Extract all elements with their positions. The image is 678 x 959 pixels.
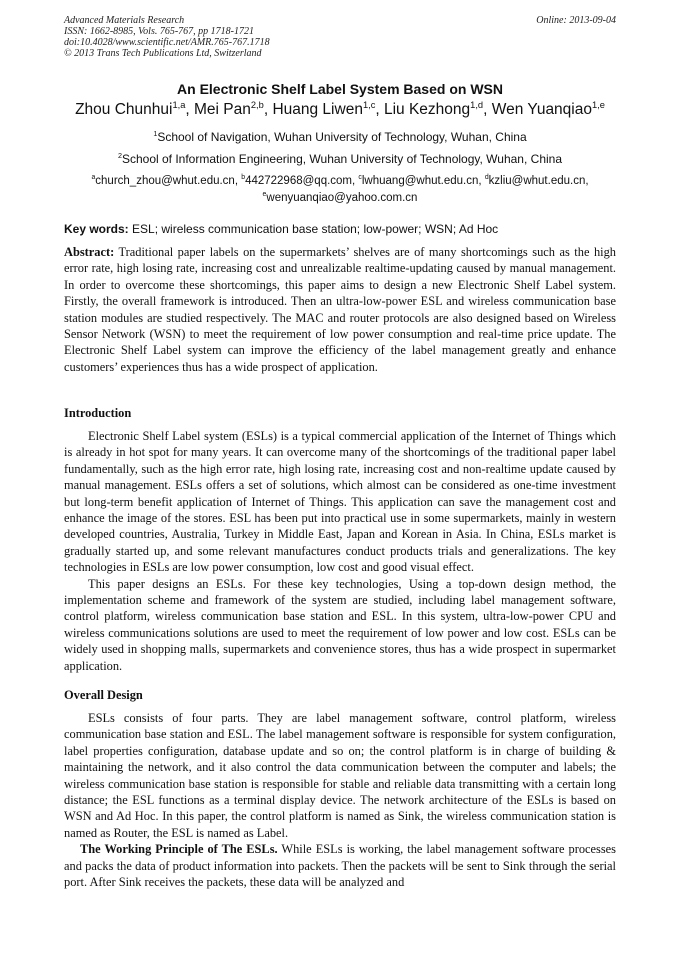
doi-line: doi:10.4028/www.scientific.net/AMR.765-767.1718 [64, 37, 270, 48]
keywords [64, 222, 616, 236]
abstract-label: Abstract: [64, 245, 115, 259]
email-sup: d [484, 174, 489, 182]
author-sup: 1,d [470, 99, 484, 110]
author-sup: 1,a [172, 99, 186, 110]
email: church_zhou@whut.edu.cn, [95, 175, 239, 187]
keywords-label: Key words: [64, 222, 129, 236]
paper-title: An Electronic Shelf Label System Based on WSN [177, 81, 503, 97]
author-name: Liu Kezhong [383, 101, 471, 118]
issn-line: ISSN: 1662-8985, Vols. 765-767, pp 1718-1721 [64, 26, 254, 37]
abstract-text: Traditional paper labels on the supermarkets’ shelves are of many shortcomings such as the high error rate, high losing rate, increasing cost and unrealizable realtime-updating caused by manual management. In order to overcome these shortcomings, this paper aims to design a new Electronic Shelf Label system. Firstly, the overall framework is introduced. Then an ultra-low-power ESL and wireless communication base station modules are studied respectively. The MAC and router protocols are also designed based on Wireless Sensor Network (WSN) to meet the requirement of low power consumption and real-time price update. The Electronic Shelf Label system can improve the efficiency of the label management greatly and enhance customers’ experiences thus has a wide prospect of application. [64, 245, 616, 374]
author-sup: 1,c [362, 99, 376, 110]
author-name: Wen Yuanqiao [491, 101, 592, 118]
email-sup: b [241, 174, 246, 182]
affiliation-sup: 1 [153, 129, 158, 138]
subsection-heading: The Working Principle of The ESLs. [80, 842, 278, 857]
introduction-heading: Introduction [64, 406, 132, 420]
paragraph [64, 841, 616, 890]
email: wenyuanqiao@yahoo.com.cn [266, 192, 418, 204]
overall-design-body [64, 710, 616, 890]
author-sup: 2,b [250, 99, 264, 110]
author-list: Zhou Chunhui$^{1,a}$, Mei Pan$^{2,b}$, Huang Liwen$^{1,c}$, Liu Kezhong$^{1,d}$, Wen Yuanqiao$^{1,e}$ [75, 99, 605, 118]
journal-header [64, 15, 616, 59]
abstract [64, 244, 616, 375]
affiliation-2 [50, 152, 630, 166]
email: kzliu@whut.edu.cn, [488, 175, 589, 187]
introduction-body [64, 428, 616, 674]
paragraph: This paper designs an ESLs. For these key technologies, Using a top-down design method, the implementation scheme and framework of the system are studied, including label management software, control platform, wireless communication base station and ESL. In this system, ultra-low-power CPU and wireless communications solutions are used to meet the requirement of low power and low cost. ESLs can be widely used in shopping malls, supermarkets and convenience stores, thus has a wide prospect in supermarket application. [64, 576, 616, 673]
email: 442722968@qq.com, [245, 175, 356, 187]
author-name: Mei Pan [194, 101, 251, 118]
subsection-text: While ESLs is working, the label management software processes and packs the data of product information into packets. Then the packets will be sent to Sink through the serial port. After Sink receives the packets, these data will be analyzed and [64, 842, 616, 890]
paragraph: ESLs consists of four parts. They are label management software, control platform, wireless communication base station and ESL. The label management software is responsible for system configuration, label properties configuration, database update and so on; the control platform is in charge of building & maintaining the network, and it also control the data communication between the computer and labels; the wireless communication base station is responsible for stable and reliable data transmitting with a certain long distance; the ESL functions as a terminal display device. The network architecture of the ESLs is based on WSN and Ad Hoc. In this paper, the control platform is named as Sink, the wireless communication station is named as Router, the ESL is named as Label. [64, 711, 616, 840]
paragraph: Electronic Shelf Label system (ESLs) is a typical commercial application of the Internet of Things which is already in hot spot for many years. It can overcome many of the shortcomings of the traditional paper label fundamentally, such as the high error rate, high losing rate, increasing cost and non-realtime update caused by manual management. ESLs offers a set of solutions, which almost can be considered as one-time investment but long-term benefit application of Internet of Things. This application can save the management cost and enhance the image of the stores. ESL has been put into practical use in some supermarkets, mainly in western developed countries, Australia, Turkey in Middle East, Japan and Korean in Asia. In China, ESLs market is gradually started up, and some relevant manufactures conduct products trials and generalizations. The key technologies in ESLs are low power consumption, low cost and good visual effect. [64, 429, 616, 575]
author-sup: 1,e [591, 99, 605, 110]
author-name: Huang Liwen [272, 101, 363, 118]
author-name: Zhou Chunhui [75, 101, 173, 118]
email-list [50, 173, 630, 207]
email-sup: a [91, 174, 96, 182]
overall-design-heading: Overall Design [64, 688, 143, 702]
email-sup: c [358, 174, 362, 182]
affiliation-1 [50, 130, 630, 144]
email-sup: e [262, 191, 267, 199]
keywords-text: ESL; wireless communication base station; low-power; WSN; Ad Hoc [132, 222, 499, 236]
copyright-line: © 2013 Trans Tech Publications Ltd, Switzerland [64, 48, 262, 59]
affiliation-text: School of Information Engineering, Wuhan University of Technology, Wuhan, China [121, 152, 563, 166]
email: lwhuang@whut.edu.cn, [361, 175, 482, 187]
affiliation-sup: 2 [117, 151, 122, 160]
online-date: Online: 2013-09-04 [536, 15, 616, 26]
journal-name: Advanced Materials Research [64, 15, 185, 26]
affiliation-text: School of Navigation, Wuhan University of Technology, Wuhan, China [157, 130, 527, 144]
